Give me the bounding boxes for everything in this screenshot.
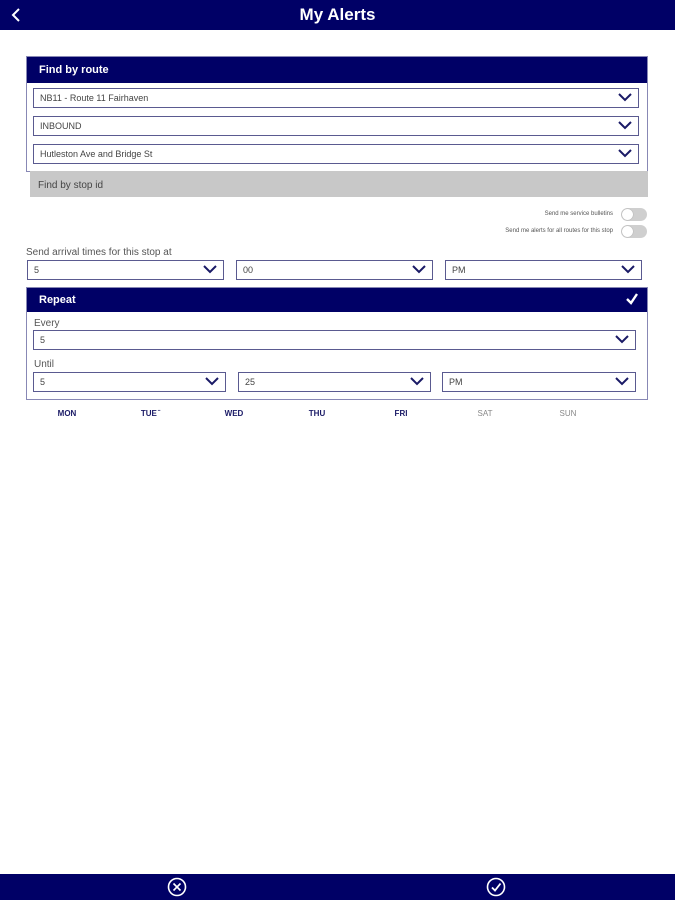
day-thu[interactable]: THU — [308, 409, 326, 418]
direction-select[interactable] — [33, 116, 639, 136]
arrival-hour-value: 5 — [34, 265, 40, 275]
circle-x-icon — [167, 877, 187, 897]
every-value: 5 — [40, 335, 46, 345]
arrival-hour-select[interactable] — [27, 260, 224, 280]
route-select[interactable] — [33, 88, 639, 108]
chevron-down-icon — [618, 121, 632, 130]
chevron-down-icon — [203, 265, 217, 274]
day-selector — [0, 409, 675, 423]
route-select-value: NB11 - Route 11 Fairhaven — [40, 93, 149, 103]
checkmark-icon — [625, 292, 639, 306]
chevron-down-icon — [205, 377, 219, 386]
service-bulletins-row — [545, 207, 647, 221]
every-label: Every — [34, 318, 60, 329]
service-bulletins-label: Send me service bulletins — [544, 211, 613, 217]
until-minute-value: 25 — [245, 377, 256, 387]
until-label: Until — [34, 359, 55, 370]
chevron-down-icon — [621, 265, 635, 274]
day-tue[interactable]: TUE ̄ — [140, 409, 160, 418]
until-hour-select[interactable] — [33, 372, 226, 392]
stop-select-value: Hutleston Ave and Bridge St — [40, 149, 153, 159]
page-title: My Alerts — [299, 5, 376, 24]
all-routes-toggle[interactable] — [621, 225, 647, 238]
find-by-stop-id-button[interactable]: Find by stop id — [30, 171, 648, 197]
cancel-button[interactable] — [167, 877, 187, 897]
day-sun[interactable]: SUN — [559, 409, 577, 418]
until-ampm-value: PM — [449, 377, 463, 387]
service-bulletins-toggle[interactable] — [621, 208, 647, 221]
chevron-down-icon — [412, 265, 426, 274]
until-ampm-select[interactable] — [442, 372, 636, 392]
chevron-down-icon — [618, 93, 632, 102]
chevron-down-icon — [618, 149, 632, 158]
stop-select[interactable] — [33, 144, 639, 164]
every-select[interactable] — [33, 330, 636, 350]
circle-check-icon — [486, 877, 506, 897]
all-routes-row — [505, 224, 647, 238]
chevron-down-icon — [410, 377, 424, 386]
find-by-route-header: Find by route — [27, 57, 647, 83]
all-routes-label: Send me alerts for all routes for this stop — [505, 228, 613, 234]
until-hour-value: 5 — [40, 377, 46, 387]
day-fri[interactable]: FRI — [394, 409, 408, 418]
repeat-header[interactable] — [27, 288, 647, 312]
arrival-minute-value: 00 — [243, 265, 254, 275]
bottom-bar — [0, 874, 675, 900]
chevron-down-icon — [615, 335, 629, 344]
day-mon[interactable]: MON — [57, 409, 77, 418]
repeat-title: Repeat — [39, 294, 76, 306]
arrival-times-label: Send arrival times for this stop at — [26, 247, 172, 258]
top-bar — [0, 0, 675, 30]
arrival-ampm-select[interactable] — [445, 260, 642, 280]
confirm-button[interactable] — [486, 877, 506, 897]
until-minute-select[interactable] — [238, 372, 431, 392]
direction-select-value: INBOUND — [40, 121, 82, 131]
day-sat[interactable]: SAT — [477, 409, 493, 418]
day-wed[interactable]: WED — [224, 409, 244, 418]
chevron-down-icon — [615, 377, 629, 386]
arrival-ampm-value: PM — [452, 265, 466, 275]
arrival-minute-select[interactable] — [236, 260, 433, 280]
